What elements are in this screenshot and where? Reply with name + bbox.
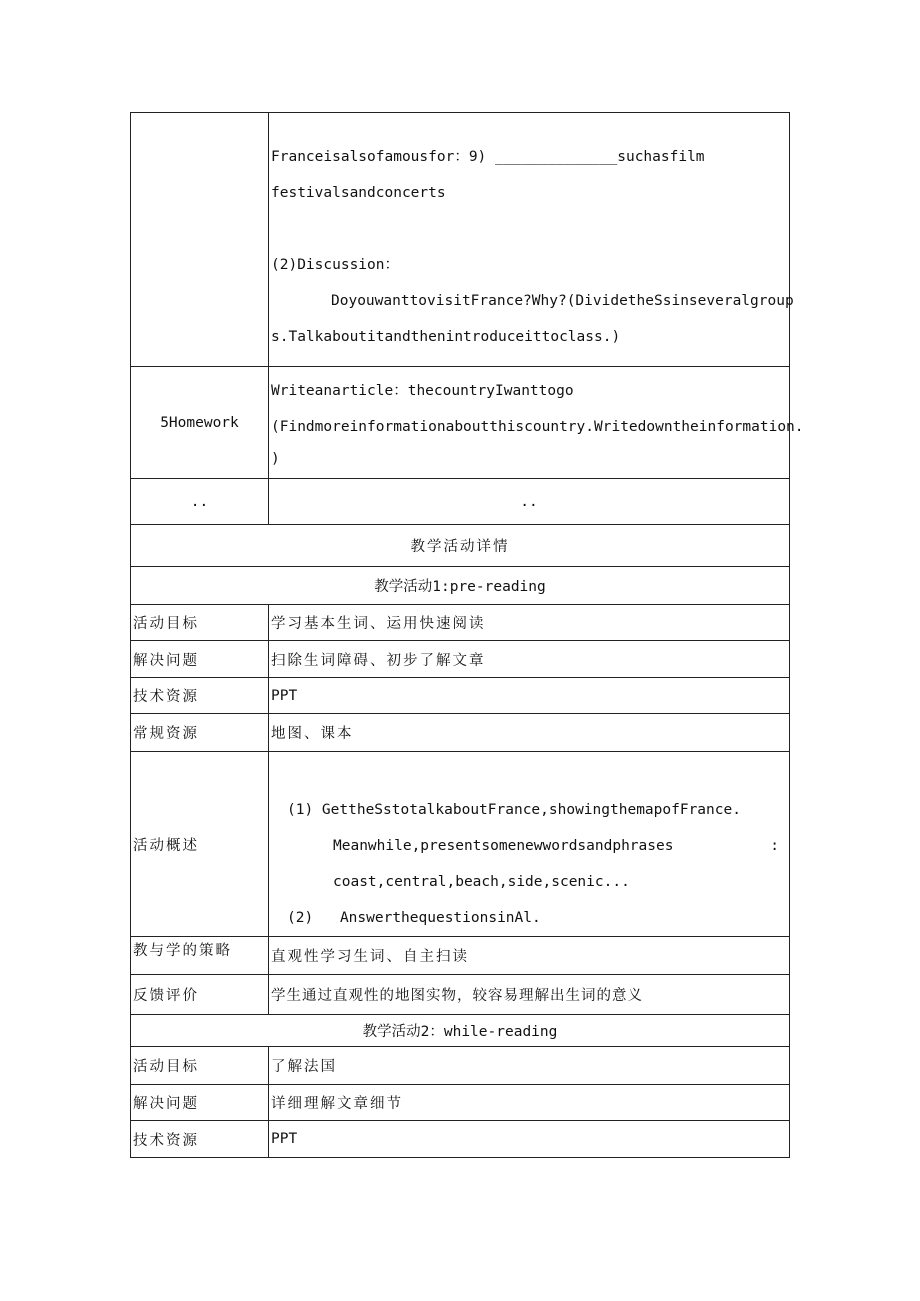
activity1-overview-row [131,752,790,937]
continuation-row [131,113,790,367]
activity1-problem-row [131,641,790,678]
overview-colon: : [770,838,779,854]
activity1-heading: 教学活动1:pre-reading [131,567,790,605]
overview-line-4: AnswerthequestionsinAl. [339,910,541,926]
overview-line-2-wrap [271,828,787,864]
activity1-goal-value: 学习基本生词、运用快速阅读 [269,605,790,641]
activity1-goal-label: 活动目标 [131,605,269,641]
activity1-overview-cell [269,752,790,937]
homework-line-3: ) [271,450,280,467]
activity1-strategy-value: 直观性学习生词、自主扫读 [269,937,790,975]
activity2-tech-row [131,1121,790,1158]
overview-line-3: coast,central,beach,side,scenic... [333,874,630,890]
activity2-tech-label: 技术资源 [131,1121,269,1158]
dots-right: .. [269,479,790,525]
overview-line-4-wrap [271,900,787,936]
homework-line-2: (Findmoreinformationaboutthiscountry.Writedowntheinformation. [271,418,804,435]
overview-line-1: (1) GettheSstotalkaboutFrance,showingthemapofFrance. [287,802,741,818]
activity1-strategy-row [131,937,790,975]
discussion-question-cont: s.Talkaboutitandthenintroduceittoclass.) [271,329,621,345]
discussion-label: (2)Discussion： [271,257,399,273]
continuation-content-cell [269,113,794,367]
activity1-feedback-label: 反馈评价 [131,975,269,1015]
homework-line-1: Writeanarticle：thecountryIwanttogo [271,382,574,399]
activity1-tech-label: 技术资源 [131,678,269,714]
activity2-problem-value: 详细理解文章细节 [269,1085,790,1121]
activity1-overview-label: 活动概述 [131,752,269,937]
activity1-tech-value: PPT [269,678,790,714]
details-heading-row [131,525,790,567]
activity1-goal-row [131,605,790,641]
discussion-question: DoyouwanttovisitFrance?Why?(DividetheSsinseveralgroup [331,293,794,309]
activity2-problem-row [131,1085,790,1121]
dots-row [131,479,790,525]
activity1-problem-value: 扫除生词障碍、初步了解文章 [269,641,790,678]
famous-for-line: Franceisalsofamousfor：9) ______________suchasfilm [271,149,705,165]
activity1-problem-label: 解决问题 [131,641,269,678]
activity2-heading: 教学活动2：while-reading [131,1015,790,1047]
activity2-goal-label: 活动目标 [131,1047,269,1085]
continuation-label-cell [131,113,269,367]
lesson-plan-table [130,112,804,1158]
dots-left: .. [131,479,269,525]
activity1-strategy-label: 教与学的策略 [131,937,269,975]
activity1-heading-row [131,567,790,605]
activity1-tech-row [131,678,790,714]
details-heading: 教学活动详情 [131,525,790,567]
activity2-goal-row [131,1047,790,1085]
homework-row [131,367,790,479]
activity1-regular-row [131,714,790,752]
overview-line-2: Meanwhile,presentsomenewwordsandphrases [333,838,674,854]
activity2-problem-label: 解决问题 [131,1085,269,1121]
activity2-heading-row [131,1015,790,1047]
famous-for-line-cont: festivalsandconcerts [271,185,446,201]
activity1-feedback-value: 学生通过直观性的地图实物，较容易理解出生词的意义 [269,975,790,1015]
activity2-tech-value: PPT [269,1121,790,1158]
activity1-regular-label: 常规资源 [131,714,269,752]
activity1-regular-value: 地图、课本 [269,714,790,752]
homework-label: 5Homework [131,367,269,479]
overview-line-4-num: (2) [287,910,314,926]
homework-content-cell [269,367,804,479]
activity1-feedback-row [131,975,790,1015]
activity2-goal-value: 了解法国 [269,1047,790,1085]
